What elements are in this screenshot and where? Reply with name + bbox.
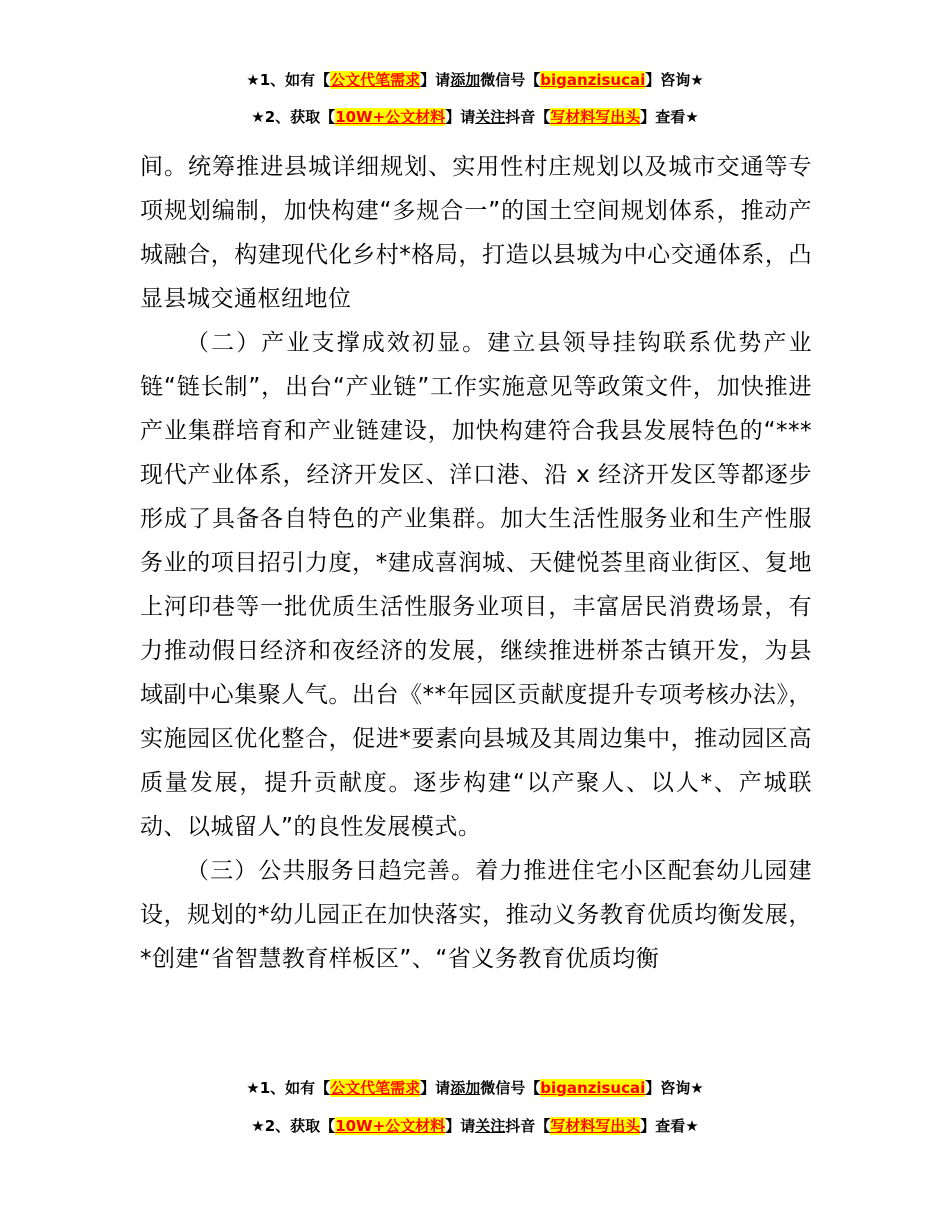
footer-promo-line-2 xyxy=(0,1115,950,1137)
promo-highlight-service: 公文代笔需求 xyxy=(330,1079,421,1097)
promo-highlight-materials: 10W+公文材料 xyxy=(335,108,446,126)
paragraph-industry-support: （二）产业支撑成效初显。建立县领导挂钩联系优势产业链“链长制”，出台“产业链”工作实施意见等政策文件，加快推进产业集群培育和产业链建设，加快构建符合我县发展特色的“***现代产业体系，经济开发区、洋口港、沿 x 经济开发区等都逐步形成了具备各自特色的产业集群。加大生活性服务业和生产性服务业的项目招引力度，*建成喜润城、天健悦荟里商业街区、复地上河印巷等一批优质生活性服务业项目，丰富居民消费场景，有力推动假日经济和夜经济的发展，继续推进栟茶古镇开发，为县域副中心集聚人气。出台《**年园区贡献度提升专项考核办法》，实施园区优化整合，促进*要素向县城及其周边集中，推动园区高质量发展，提升贡献度。逐步构建“以产聚人、以人*、产城联动、以城留人”的良性发展模式。 xyxy=(140,330,812,840)
promo-underlined-word: 添加 xyxy=(450,71,481,89)
promo-mid: 】请 xyxy=(420,71,451,89)
promo-highlight-service: 公文代笔需求 xyxy=(330,71,421,89)
paragraph-public-services: （三）公共服务日趋完善。着力推进住宅小区配套幼儿园建设，规划的*幼儿园正在加快落实，推动义务教育优质均衡发展，*创建“省智慧教育样板区”、“省义务教育优质均衡 xyxy=(140,858,812,972)
promo-underlined-word: 关注 xyxy=(475,1117,506,1135)
promo-mid: 抖音【 xyxy=(505,1117,551,1135)
promo-highlight-wechat: biganzisucai xyxy=(540,71,646,89)
header-promo-line-2 xyxy=(0,106,950,128)
promo-underlined-word: 关注 xyxy=(475,108,506,126)
promo-suffix: 】咨询★ xyxy=(645,71,704,89)
promo-mid: 微信号【 xyxy=(480,71,541,89)
paragraph-continuation: 间。统筹推进县城详细规划、实用性村庄规划以及城市交通等专项规划编制，加快构建“多规合一”的国土空间规划体系，推动产城融合，构建现代化乡村*格局，打造以县城为中心交通体系，凸显县城交通枢纽地位 xyxy=(140,154,812,312)
promo-prefix: ★2、获取【 xyxy=(251,1117,336,1135)
footer-promo-line-1 xyxy=(0,1077,950,1099)
promo-prefix: ★2、获取【 xyxy=(251,108,336,126)
promo-highlight-douyin: 写材料写出头 xyxy=(550,108,641,126)
promo-suffix: 】查看★ xyxy=(640,108,699,126)
promo-highlight-douyin: 写材料写出头 xyxy=(550,1117,641,1135)
promo-prefix: ★1、如有【 xyxy=(246,71,331,89)
header-promo-line-1 xyxy=(0,69,950,91)
promo-underlined-word: 添加 xyxy=(450,1079,481,1097)
promo-suffix: 】咨询★ xyxy=(645,1079,704,1097)
promo-mid: 抖音【 xyxy=(505,108,551,126)
document-body xyxy=(140,145,812,981)
promo-suffix: 】查看★ xyxy=(640,1117,699,1135)
promo-mid: 】请 xyxy=(445,1117,476,1135)
promo-highlight-wechat: biganzisucai xyxy=(540,1079,646,1097)
promo-highlight-materials: 10W+公文材料 xyxy=(335,1117,446,1135)
promo-prefix: ★1、如有【 xyxy=(246,1079,331,1097)
promo-mid: 微信号【 xyxy=(480,1079,541,1097)
promo-mid: 】请 xyxy=(420,1079,451,1097)
promo-mid: 】请 xyxy=(445,108,476,126)
